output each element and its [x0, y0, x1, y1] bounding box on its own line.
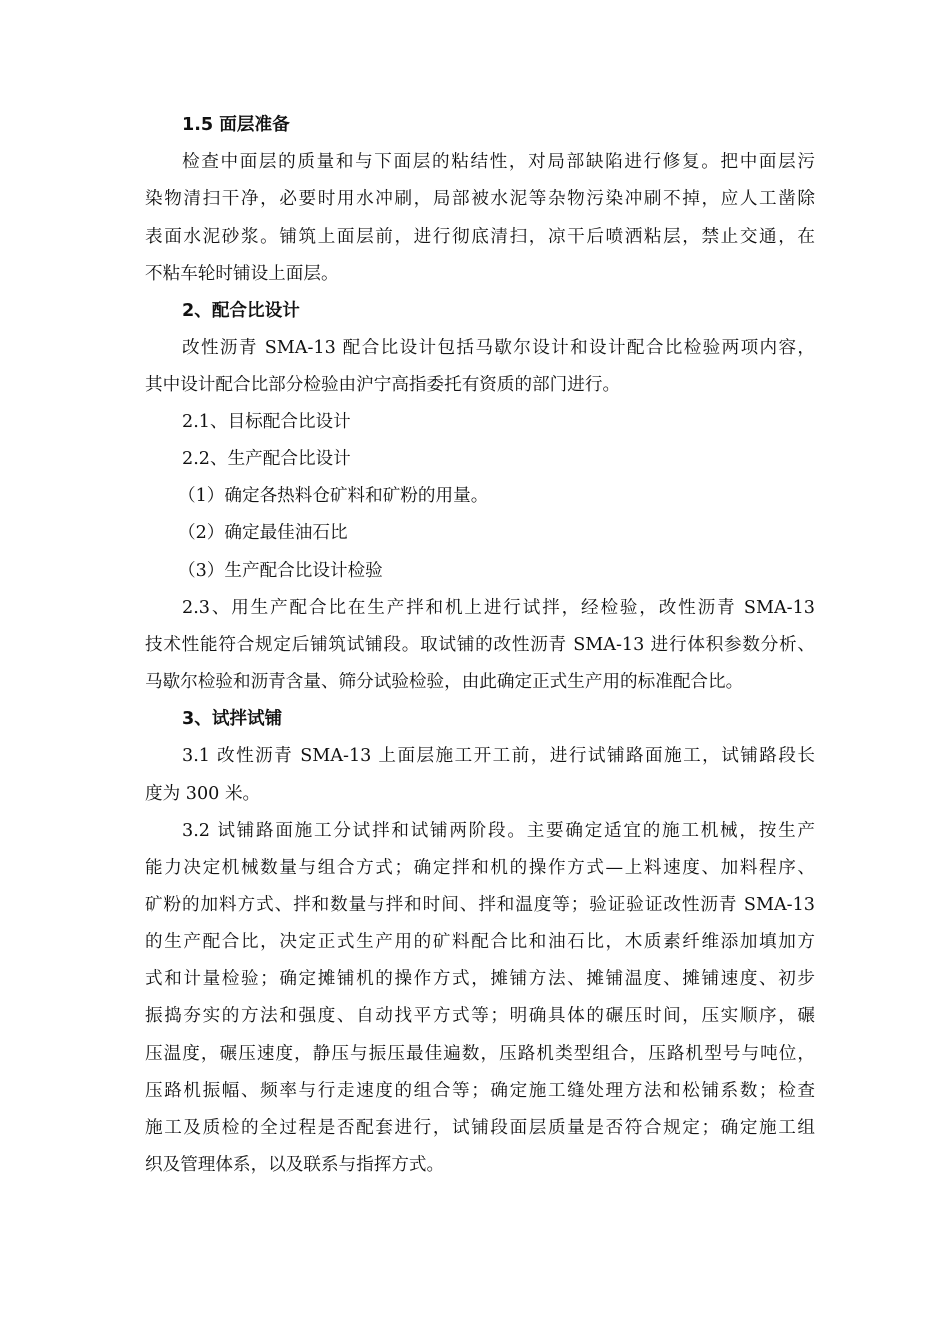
paragraph-line: 3.1 改性沥青 SMA-13 上面层施工开工前，进行试铺路面施工，试铺路段长: [182, 746, 815, 766]
paragraph-line: 的生产配合比，决定正式生产用的矿料配合比和油石比，木质素纤维添加填加方: [145, 932, 815, 952]
paragraph-line: 3.2 试铺路面施工分试拌和试铺两阶段。主要确定适宜的施工机械，按生产: [182, 821, 815, 841]
paragraph-line: 式和计量检验；确定摊铺机的操作方式，摊铺方法、摊铺温度、摊铺速度、初步: [145, 969, 815, 989]
paragraph-line: 其中设计配合比部分检验由沪宁高指委托有资质的部门进行。: [145, 375, 621, 395]
paragraph-line: 改性沥青 SMA-13 配合比设计包括马歇尔设计和设计配合比检验两项内容，: [182, 338, 815, 358]
paragraph-line: 施工及质检的全过程是否配套进行，试铺段面层质量是否符合规定；确定施工组: [145, 1118, 815, 1138]
section-heading-3: 3、试拌试铺: [182, 709, 283, 729]
paragraph-line: 技术性能符合规定后铺筑试铺段。取试铺的改性沥青 SMA-13 进行体积参数分析、: [145, 635, 815, 655]
paragraph-line: 压温度，碾压速度，静压与振压最佳遍数，压路机类型组合，压路机型号与吨位，: [145, 1044, 815, 1064]
sub-item: （2）确定最佳油石比: [178, 523, 348, 543]
paragraph-line: 表面水泥砂浆。铺筑上面层前，进行彻底清扫，凉干后喷洒粘层，禁止交通，在: [145, 227, 815, 247]
paragraph-line: 马歇尔检验和沥青含量、筛分试验检验，由此确定正式生产用的标准配合比。: [145, 672, 744, 692]
sub-item: （3）生产配合比设计检验: [178, 561, 383, 581]
paragraph-line: 能力决定机械数量与组合方式；确定拌和机的操作方式—上料速度、加料程序、: [145, 858, 815, 878]
sub-item: （1）确定各热料仓矿料和矿粉的用量。: [178, 486, 489, 506]
section-heading-2: 2、配合比设计: [182, 301, 300, 321]
paragraph-line: 检查中面层的质量和与下面层的粘结性，对局部缺陷进行修复。把中面层污: [182, 152, 815, 172]
paragraph-line: 矿粉的加料方式、拌和数量与拌和时间、拌和温度等；验证验证改性沥青 SMA-13: [145, 895, 815, 915]
paragraph-line: 压路机振幅、频率与行走速度的组合等；确定施工缝处理方法和松铺系数；检查: [145, 1081, 815, 1101]
paragraph-line: 染物清扫干净，必要时用水冲刷，局部被水泥等杂物污染冲刷不掉，应人工凿除: [145, 189, 815, 209]
paragraph-line: 度为 300 米。: [145, 784, 261, 804]
paragraph-line: 不粘车轮时铺设上面层。: [145, 264, 339, 284]
section-heading-1-5: 1.5 面层准备: [182, 115, 290, 135]
paragraph-line: 织及管理体系，以及联系与指挥方式。: [145, 1155, 445, 1175]
paragraph-line: 2.3、用生产配合比在生产拌和机上进行试拌，经检验，改性沥青 SMA-13: [182, 598, 815, 618]
item-2-1: 2.1、目标配合比设计: [182, 412, 351, 432]
paragraph-line: 振捣夯实的方法和强度、自动找平方式等；明确具体的碾压时间，压实顺序，碾: [145, 1006, 815, 1026]
item-2-2: 2.2、生产配合比设计: [182, 449, 351, 469]
